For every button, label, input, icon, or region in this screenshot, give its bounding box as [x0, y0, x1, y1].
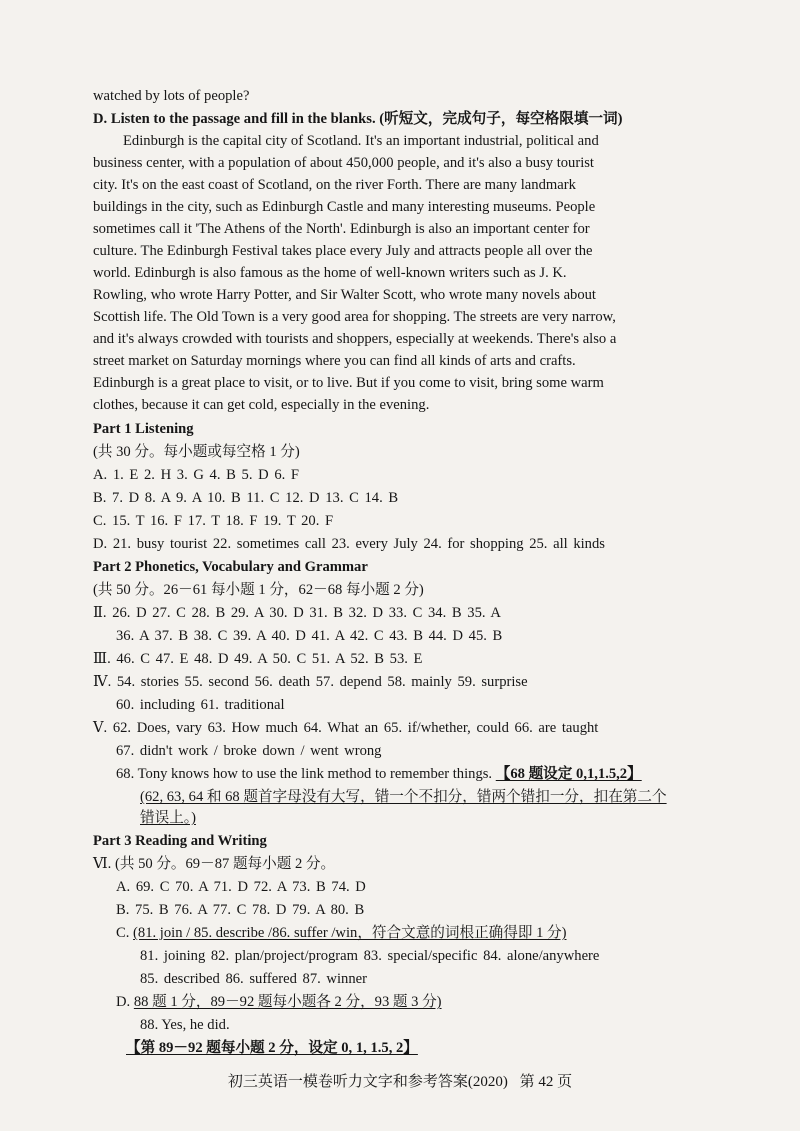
answer-68 [116, 764, 642, 784]
answer-68-text: 68. Tony knows how to use the link method to remember things. [116, 766, 493, 782]
answer-68-scoring: 【68 题设定 0,1,1.5,2】 [495, 766, 642, 782]
passage-line: clothes, because it can get cold, especially in the evening. [93, 397, 430, 413]
capitalization-note: (62, 63, 64 和 68 题首字母没有大写，错一个不扣分，错两个错扣一分，扣在第二个 [140, 789, 667, 805]
passage-line: Edinburgh is a great place to visit, or to live. But if you come to visit, bring some warm [93, 375, 604, 391]
part2-answers-v-cont: 67. didn't work / broke down / went wrong [116, 743, 382, 759]
page-number: 第 42 页 [519, 1074, 573, 1090]
passage-line: and it's always crowded with tourists and shoppers, especially at weekends. There's also a [93, 331, 617, 347]
part2-answers-v: Ⅴ. 62. Does, vary 63. How much 64. What an 65. if/whether, could 66. are taught [93, 720, 599, 736]
part3-d-note-line [116, 992, 442, 1012]
part2-score: (共 50 分。26－61 每小题 1 分，62－68 每小题 2 分) [93, 582, 424, 598]
passage-line: world. Edinburgh is also famous as the home of well-known writers such as J. K. [93, 265, 567, 281]
passage-line: street market on Saturday mornings where you can find all kinds of arts and crafts. [93, 353, 576, 369]
part1-answers-d: D. 21. busy tourist 22. sometimes call 23. every July 24. for shopping 25. all kinds [93, 536, 605, 552]
footer-title: 初三英语一模卷听力文字和参考答案(2020) [227, 1074, 508, 1090]
part2-answers-iv: Ⅳ. 54. stories 55. second 56. death 57. depend 58. mainly 59. surprise [93, 674, 528, 690]
part1-answers-b: B. 7. D 8. A 9. A 10. B 11. C 12. D 13. C 14. B [93, 490, 399, 506]
passage-line: business center, with a population of about 450,000 people, and it's also a busy tourist [93, 155, 594, 171]
part3-d-note: 88 题 1 分，89－92 题每小题各 2 分，93 题 3 分) [133, 994, 442, 1010]
part1-score: (共 30 分。每小题或每空格 1 分) [93, 444, 300, 460]
part1-answers-a: A. 1. E 2. H 3. G 4. B 5. D 6. F [93, 467, 300, 483]
answer-88: 88. Yes, he did. [140, 1017, 230, 1033]
part3-c-note: (81. join / 85. describe /86. suffer /win，符合文意的词根正确得即 1 分) [133, 925, 567, 941]
part3-answers-b: B. 75. B 76. A 77. C 78. D 79. A 80. B [116, 902, 365, 918]
part3-answers-a: A. 69. C 70. A 71. D 72. A 73. B 74. D [116, 879, 366, 895]
part3-c-note-line [116, 923, 567, 943]
passage-line: culture. The Edinburgh Festival takes place every July and attracts people all over the [93, 243, 593, 259]
part2-answers-iii: Ⅲ. 46. C 47. E 48. D 49. A 50. C 51. A 52. B 53. E [93, 651, 423, 667]
passage-line: Edinburgh is the capital city of Scotland. It's an important industrial, political and [123, 133, 599, 149]
page-footer [0, 1072, 800, 1092]
part1-heading: Part 1 Listening [93, 421, 194, 437]
part3-answers-c: 81. joining 82. plan/project/program 83. special/specific 84. alone/anywhere [140, 948, 600, 964]
part3-c-label: C. [116, 925, 130, 941]
part2-answers-iv-cont: 60. including 61. traditional [116, 697, 285, 713]
part3-d-scoring: 【第 89－92 题每小题 2 分，设定 0, 1, 1.5, 2】 [126, 1040, 418, 1056]
previous-question-tail: watched by lots of people? [93, 88, 250, 104]
part1-answers-c: C. 15. T 16. F 17. T 18. F 19. T 20. F [93, 513, 334, 529]
part3-score: Ⅵ. (共 50 分。69－87 题每小题 2 分。 [93, 856, 336, 872]
part3-answers-c-cont: 85. described 86. suffered 87. winner [140, 971, 367, 987]
part2-heading: Part 2 Phonetics, Vocabulary and Grammar [93, 559, 368, 575]
passage-line: city. It's on the east coast of Scotland, on the river Forth. There are many landmark [93, 177, 576, 193]
part3-heading: Part 3 Reading and Writing [93, 833, 267, 849]
passage-line: buildings in the city, such as Edinburgh Castle and many interesting museums. People [93, 199, 596, 215]
section-d-heading: D. Listen to the passage and fill in the blanks. (听短文，完成句子，每空格限填一词) [93, 111, 623, 127]
passage-line: Rowling, who wrote Harry Potter, and Sir Walter Scott, who wrote many novels about [93, 287, 596, 303]
capitalization-note-cont: 错误上。) [140, 810, 196, 826]
part2-answers-ii-cont: 36. A 37. B 38. C 39. A 40. D 41. A 42. C 43. B 44. D 45. B [116, 628, 503, 644]
passage-line: Scottish life. The Old Town is a very good area for shopping. The streets are very narrow, [93, 309, 616, 325]
passage-line: sometimes call it 'The Athens of the North'. Edinburgh is also an important center for [93, 221, 590, 237]
part2-answers-ii: Ⅱ. 26. D 27. C 28. B 29. A 30. D 31. B 32. D 33. C 34. B 35. A [93, 605, 501, 621]
part3-d-label: D. [116, 994, 131, 1010]
